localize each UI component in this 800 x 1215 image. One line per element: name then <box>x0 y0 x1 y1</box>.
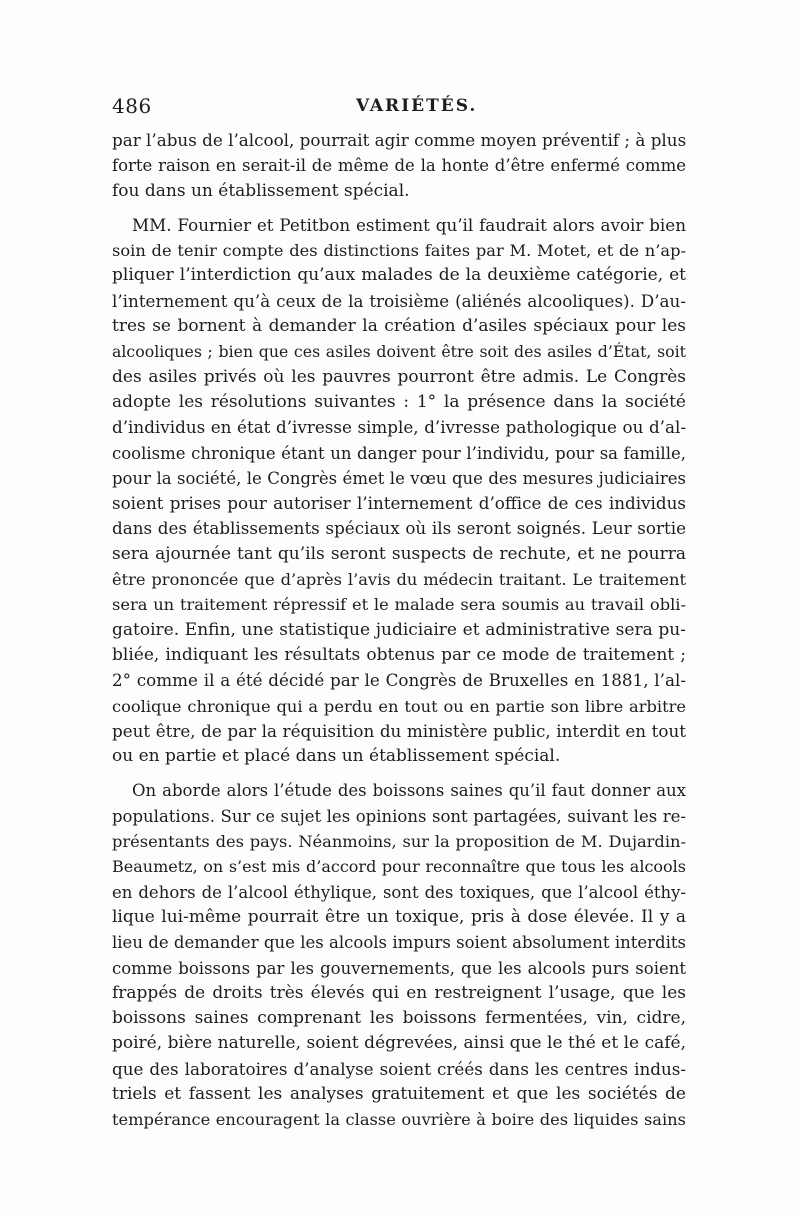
text-line: Beaumetz, on s’est mis d’accord pour reconnaître que tous les alcools <box>112 857 686 877</box>
text-line: lique lui-même pourrait être un toxique, pris à dose élevée. Il y a <box>112 906 686 927</box>
text-line: peut être, de par la réquisition du ministère public, interdit en tout <box>112 720 686 741</box>
text-line: pliquer l’interdiction qu’aux malades de la deuxième catégorie, et <box>112 265 686 286</box>
text-line: ou en partie et placé dans un établissement spécial. <box>112 746 561 767</box>
text-line: en dehors de l’alcool éthylique, sont des toxiques, que l’alcool éthy- <box>112 882 686 902</box>
text-line: gatoire. Enfin, une statistique judiciaire et administrative sera pu- <box>112 619 686 640</box>
text-line: lieu de demander que les alcools impurs soient absolument interdits <box>112 933 686 953</box>
text-line: tres se bornent à demander la création d’asiles spéciaux pour les <box>112 316 686 337</box>
text-line: présentants des pays. Néanmoins, sur la proposition de M. Dujardin- <box>112 832 686 852</box>
text-line: frappés de droits très élevés qui en restreignent l’usage, que les <box>112 982 686 1003</box>
running-head <box>112 94 686 124</box>
text-line: l’internement qu’à ceux de la troisième (aliénés alcooliques). D’au- <box>112 290 686 311</box>
text-line: comme boissons par les gouvernements, que les alcools purs soient <box>112 958 686 978</box>
text-line: boissons saines comprenant les boissons fermentées, vin, cidre, <box>112 1008 686 1029</box>
text-line: par l’abus de l’alcool, pourrait agir comme moyen préventif ; à plus <box>112 130 686 150</box>
paragraph-gap <box>112 204 686 213</box>
text-line: soient prises pour autoriser l’internement d’office de ces individus <box>112 493 686 514</box>
text-line: soin de tenir compte des distinctions faites par M. Motet, et de n’ap- <box>112 241 686 261</box>
text-line: pour la société, le Congrès émet le vœu que des mesures judiciaires <box>112 468 686 488</box>
text-line: des asiles privés où les pauvres pourront être admis. Le Congrès <box>112 366 686 387</box>
text-line: alcooliques ; bien que ces asiles doivent être soit des asiles d’État, soit <box>112 342 686 362</box>
text-line: poiré, bière naturelle, soient dégrevées, ainsi que le thé et le café, <box>112 1033 686 1054</box>
text-line: sera un traitement répressif et le malade sera soumis au travail obli- <box>112 595 686 615</box>
text-line: triels et fassent les analyses gratuitement et que les sociétés de <box>112 1083 686 1104</box>
text-line: que des laboratoires d’analyse soient créés dans les centres indus- <box>112 1058 686 1079</box>
page-number: 486 <box>112 94 152 118</box>
text-line: On aborde alors l’étude des boissons saines qu’il faut donner aux <box>132 781 686 801</box>
text-line: être prononcée que d’après l’avis du médecin traitant. Le traitement <box>112 570 686 590</box>
text-line: 2° comme il a été décidé par le Congrès de Bruxelles en 1881, l’al- <box>112 670 686 691</box>
text-line: forte raison en serait-il de même de la honte d’être enfermé comme <box>112 156 686 176</box>
section-title: VARIÉTÉS. <box>356 96 478 116</box>
paragraph-gap <box>112 769 686 778</box>
text-line: populations. Sur ce sujet les opinions sont partagées, suivant les re- <box>112 806 686 826</box>
text-line: coolique chronique qui a perdu en tout ou en partie son libre arbitre <box>112 696 686 716</box>
text-line: dans des établissements spéciaux où ils seront soignés. Leur sortie <box>112 518 686 539</box>
text-line: tempérance encouragent la classe ouvrière à boire des liquides sains <box>112 1110 686 1130</box>
body-text <box>112 128 686 1133</box>
text-line: sera ajournée tant qu’ils seront suspects de rechute, et ne pourra <box>112 543 686 564</box>
text-line: d’individus en état d’ivresse simple, d’ivresse pathologique ou d’al- <box>112 417 686 438</box>
text-line: coolisme chronique étant un danger pour l’individu, pour sa famille, <box>112 443 686 463</box>
text-line: bliée, indiquant les résultats obtenus par ce mode de traitement ; <box>112 644 686 665</box>
text-line: MM. Fournier et Petitbon estiment qu’il faudrait alors avoir bien <box>132 214 686 235</box>
text-line: fou dans un établissement spécial. <box>112 180 410 201</box>
text-line: adopte les résolutions suivantes : 1° la présence dans la société <box>112 391 686 412</box>
